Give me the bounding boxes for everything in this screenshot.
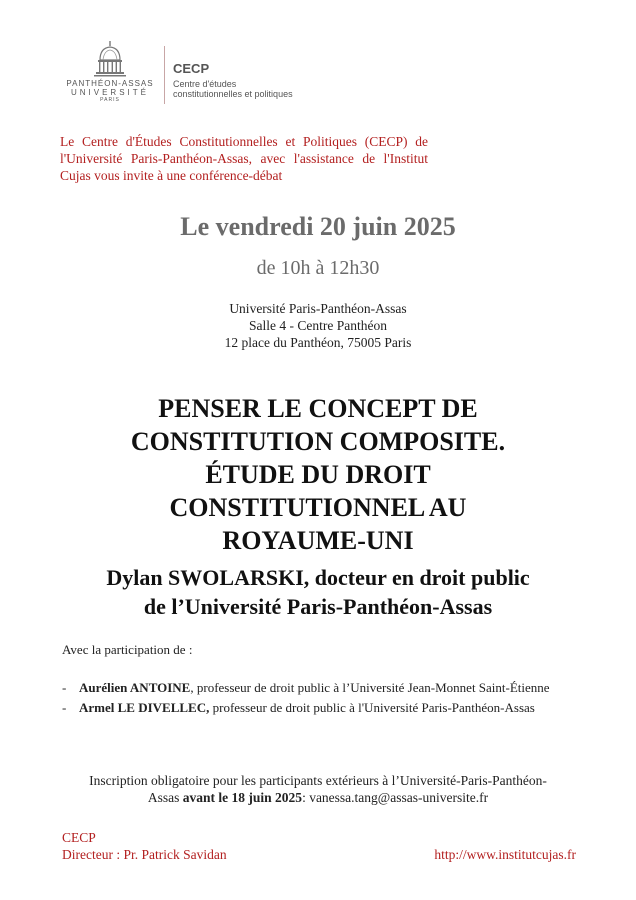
- dash-bullet: -: [62, 700, 67, 715]
- participants-list: [62, 680, 582, 720]
- footer-url-link[interactable]: http://www.institutcujas.fr: [434, 847, 576, 862]
- list-item: [62, 700, 582, 716]
- inscription-line1: Inscription obligatoire pour les participants extérieurs à l’Université-Paris-Panthéon-: [89, 773, 547, 788]
- speaker-line1: Dylan SWOLARSKI, docteur en droit public: [106, 565, 530, 590]
- university-logo: [60, 40, 160, 110]
- address-line3: 12 place du Panthéon, 75005 Paris: [224, 335, 412, 350]
- participant-name: Armel LE DIVELLEC,: [79, 700, 210, 715]
- intro-text: Le Centre d'Études Constitutionnelles et Politiques (CECP) de l'Université Paris-Panthéon-Assas, avec l'assistance de l'Institut Cujas vous invite à une conférence-débat: [60, 134, 428, 183]
- participation-heading: Avec la participation de :: [62, 642, 193, 657]
- footer-contact: [62, 829, 227, 863]
- inscription-line2: [30, 789, 606, 806]
- footer-director: Directeur : Pr. Patrick Savidan: [62, 847, 227, 862]
- university-sub: UNIVERSITÉ: [70, 88, 149, 97]
- inscription-email[interactable]: : vanessa.tang@assas-universite.fr: [302, 790, 489, 805]
- event-time: de 10h à 12h30: [256, 257, 380, 279]
- cecp-abbr: CECP: [173, 61, 210, 76]
- pantheon-dome-icon: [90, 40, 130, 80]
- address-line1: Université Paris-Panthéon-Assas: [229, 301, 407, 316]
- event-date: Le vendredi 20 juin 2025: [180, 212, 456, 241]
- inscription-before: Assas: [147, 790, 183, 805]
- participant-role: professeur de droit public à l'Université Paris-Panthéon-Assas: [209, 700, 535, 715]
- header: [60, 40, 360, 110]
- inscription-note: [30, 772, 606, 806]
- cecp-logo: [173, 62, 323, 99]
- event-address: [0, 300, 636, 351]
- participant-role: , professeur de droit public à l’Université Jean-Monnet Saint-Étienne: [190, 680, 550, 695]
- university-name: PANTHÉON-ASSAS: [66, 79, 154, 88]
- conference-title: PENSER LE CONCEPT DE CONSTITUTION COMPOSITE. ÉTUDE DU DROIT CONSTITUTIONNEL AU ROYAUME-UNI: [130, 394, 506, 555]
- address-line2: Salle 4 - Centre Panthéon: [249, 318, 387, 333]
- university-city: PARIS: [100, 97, 120, 103]
- footer-org: CECP: [62, 830, 96, 845]
- speaker: [40, 563, 596, 621]
- cecp-full-line1: Centre d'études: [173, 79, 237, 89]
- speaker-line2: de l’Université Paris-Panthéon-Assas: [143, 594, 493, 619]
- list-item: [62, 680, 582, 696]
- header-divider: [164, 46, 165, 104]
- inscription-deadline: avant le 18 juin 2025: [182, 790, 303, 805]
- dash-bullet: -: [62, 680, 67, 695]
- participant-name: Aurélien ANTOINE: [79, 680, 191, 695]
- cecp-full-line2: constitutionnelles et politiques: [173, 89, 293, 99]
- cecp-full-name: [173, 79, 323, 99]
